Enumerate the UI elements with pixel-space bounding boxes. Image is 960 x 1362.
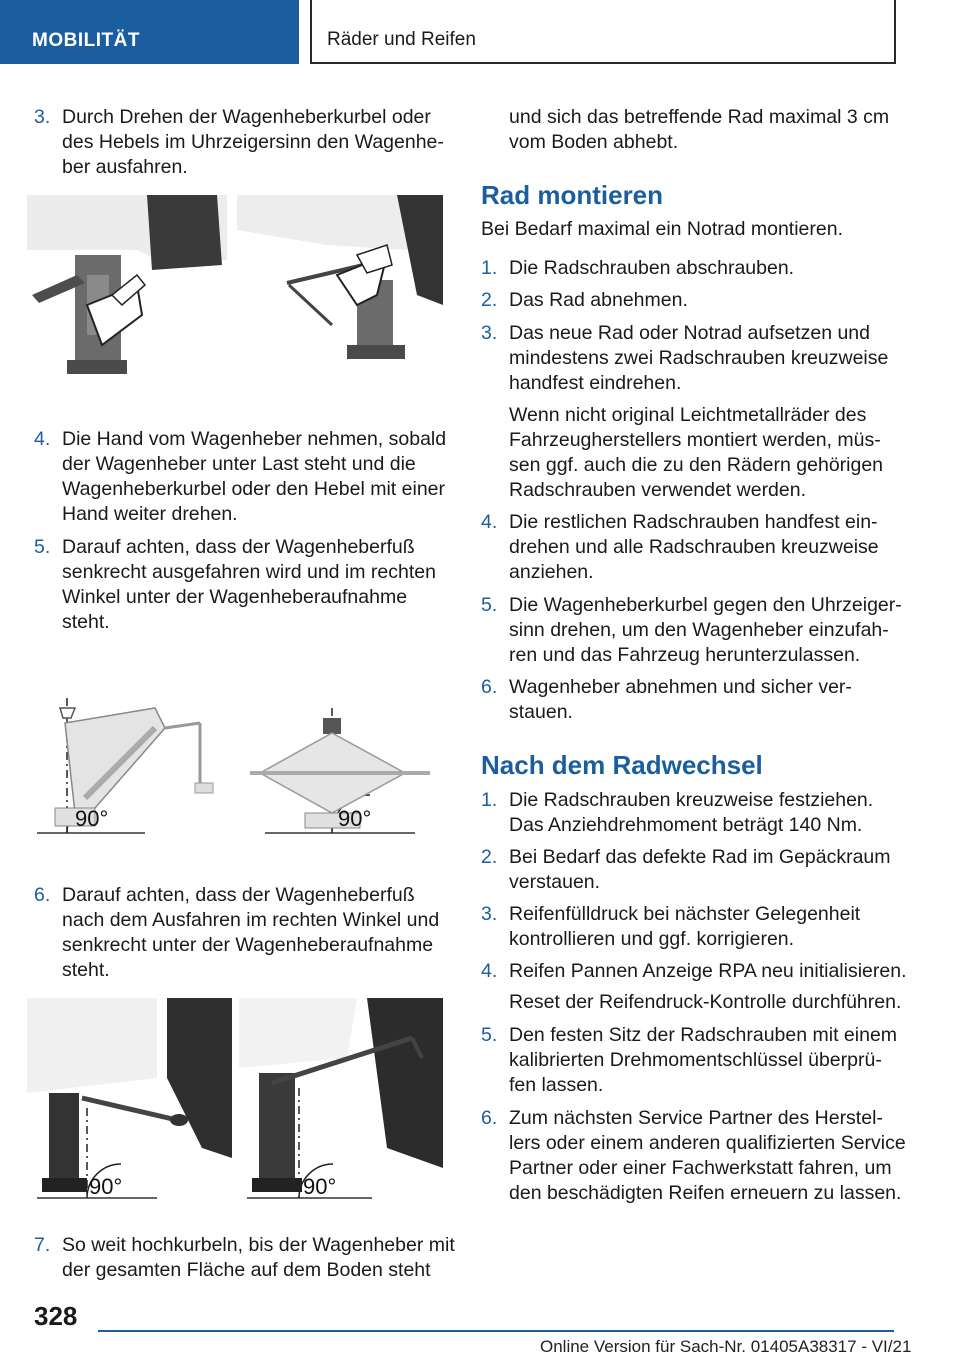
step-text: Die Radschrauben abschrauben. — [509, 257, 795, 279]
footer-rule — [98, 1330, 894, 1332]
step-number: 6. — [481, 1107, 498, 1129]
heading-nach-dem-radwechsel: Nach dem Radwechsel — [481, 750, 763, 780]
mount-note: Wenn nicht original Leichtmetallräder des Fahrzeugherstellers montiert werden, müs- sen ggf. auch die zu den Rädern gehörigen Radschrauben verwendet werden. — [509, 404, 884, 501]
angle-label-photo-left: 90° — [89, 1174, 123, 1199]
step-text: Darauf achten, dass der Wagenheberfuß nach dem Ausfahren im rechten Winkel und senkrecht unter der Wagenheberaufnahme steht. — [62, 884, 440, 981]
step-number: 4. — [481, 511, 498, 533]
mount-intro: Bei Bedarf maximal ein Notrad montieren. — [481, 218, 843, 240]
after-note: Reset der Reifendruck-Kontrolle durchführen. — [509, 991, 902, 1013]
angle-label-left: 90° — [75, 806, 109, 831]
step-text: Den festen Sitz der Radschrauben mit einem kalibrierten Drehmomentschlüssel überprü- fen lassen. — [509, 1024, 898, 1096]
step-number: 4. — [34, 428, 51, 450]
step-number: 3. — [34, 106, 51, 128]
jack-crank-illustration — [27, 195, 443, 385]
jack-under-vehicle-illustration — [27, 998, 443, 1203]
step-text: Das Rad abnehmen. — [509, 289, 688, 311]
step-text: Das neue Rad oder Notrad aufsetzen und mindestens zwei Radschrauben kreuzweise handfest eindrehen. — [509, 322, 889, 394]
jack-angle-diagram — [35, 688, 445, 838]
step-text: Darauf achten, dass der Wagenheberfuß senkrecht ausgefahren wird und im rechten Winkel unter der Wagenheberaufnahme steht. — [62, 536, 436, 633]
step-number: 6. — [34, 884, 51, 906]
step-number: 5. — [34, 536, 51, 558]
step-text: Reifen Pannen Anzeige RPA neu initialisieren. — [509, 960, 907, 982]
footer-version: Online Version für Sach-Nr. 01405A38317 - VI/21 — [540, 1337, 912, 1356]
step-number: 5. — [481, 594, 498, 616]
step-number: 6. — [481, 676, 498, 698]
step-text: Die Hand vom Wagenheber nehmen, sobald der Wagenheber unter Last steht und die Wagenheberkurbel oder den Hebel mit einer Hand weiter drehen. — [62, 428, 447, 525]
step-text: So weit hochkurbeln, bis der Wagenheber mit der gesamten Fläche auf dem Boden steht — [62, 1234, 455, 1281]
step-text: Die restlichen Radschrauben handfest ein- drehen und alle Radschrauben kreuzweise anziehen. — [509, 511, 879, 583]
step-number: 4. — [481, 960, 498, 982]
step-number: 2. — [481, 289, 498, 311]
step-number: 1. — [481, 789, 498, 811]
right-continuation: und sich das betreffende Rad maximal 3 cm vom Boden abhebt. — [509, 106, 890, 153]
step-number: 3. — [481, 322, 498, 344]
section-title: MOBILITÄT — [32, 30, 140, 51]
page-number: 328 — [34, 1301, 78, 1331]
heading-rad-montieren: Rad montieren — [481, 180, 664, 210]
step-text: Bei Bedarf das defekte Rad im Gepäckraum verstauen. — [509, 846, 891, 893]
step-text: Durch Drehen der Wagenheberkurbel oder des Hebels im Uhrzeigersinn den Wagenhe- ber ausfahren. — [62, 106, 444, 178]
step-text: Die Radschrauben kreuzweise festziehen. Das Anziehdrehmoment beträgt 140 Nm. — [509, 789, 874, 836]
chapter-tab — [310, 0, 896, 64]
step-number: 3. — [481, 903, 498, 925]
chapter-title: Räder und Reifen — [327, 29, 476, 50]
step-number: 7. — [34, 1234, 51, 1256]
step-text: Wagenheber abnehmen und sicher ver- stauen. — [509, 676, 852, 723]
step-number: 5. — [481, 1024, 498, 1046]
step-number: 2. — [481, 846, 498, 868]
step-text: Die Wagenheberkurbel gegen den Uhrzeiger- sinn drehen, um den Wagenheber einzufah- ren und das Fahrzeug herunterzulassen. — [509, 594, 902, 666]
angle-label-right: 90° — [338, 806, 372, 831]
step-text: Reifenfülldruck bei nächster Gelegenheit kontrollieren und ggf. korrigieren. — [509, 903, 861, 950]
angle-label-photo-right: 90° — [303, 1174, 337, 1199]
step-number: 1. — [481, 257, 498, 279]
section-tab — [0, 0, 299, 64]
step-text: Zum nächsten Service Partner des Herstel- lers oder einem anderen qualifizierten Service Partner oder einer Fachwerkstatt fahren, um den beschädigten Reifen erneuern zu lassen. — [509, 1107, 906, 1204]
